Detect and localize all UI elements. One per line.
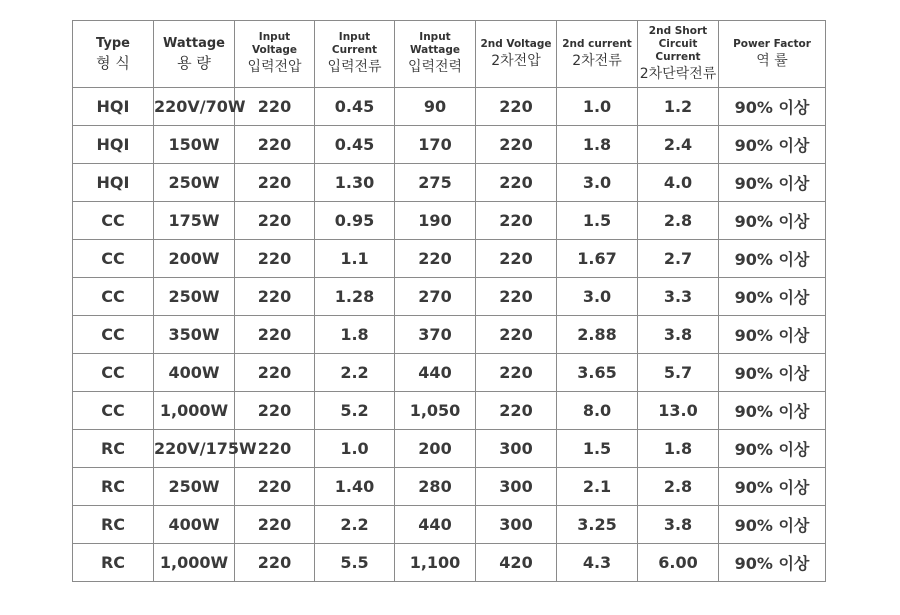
cell-input-wattage: 1,100 (395, 544, 476, 582)
cell-2nd-short-circuit-current: 13.0 (638, 392, 719, 430)
cell-input-wattage: 440 (395, 506, 476, 544)
table-row (73, 316, 826, 354)
cell-2nd-voltage: 420 (476, 544, 557, 582)
cell-wattage: 250W (154, 468, 235, 506)
cell-input-wattage: 275 (395, 164, 476, 202)
cell-2nd-short-circuit-current: 4.0 (638, 164, 719, 202)
table-row (73, 88, 826, 126)
cell-2nd-voltage: 220 (476, 88, 557, 126)
cell-power-factor: 90% 이상 (719, 430, 826, 468)
cell-input-current: 5.2 (315, 392, 395, 430)
cell-wattage: 220V/175W (154, 430, 235, 468)
cell-2nd-voltage: 300 (476, 430, 557, 468)
cell-2nd-current: 3.65 (557, 354, 638, 392)
cell-type: RC (73, 468, 154, 506)
cell-input-voltage: 220 (235, 202, 315, 240)
cell-wattage: 400W (154, 354, 235, 392)
cell-2nd-short-circuit-current: 6.00 (638, 544, 719, 582)
cell-input-voltage: 220 (235, 88, 315, 126)
table-row (73, 126, 826, 164)
cell-input-wattage: 220 (395, 240, 476, 278)
cell-2nd-current: 1.0 (557, 88, 638, 126)
cell-2nd-voltage: 300 (476, 468, 557, 506)
cell-input-wattage: 90 (395, 88, 476, 126)
cell-2nd-short-circuit-current: 1.8 (638, 430, 719, 468)
cell-2nd-current: 2.88 (557, 316, 638, 354)
cell-2nd-short-circuit-current: 3.3 (638, 278, 719, 316)
cell-2nd-current: 2.1 (557, 468, 638, 506)
cell-input-voltage: 220 (235, 392, 315, 430)
cell-power-factor: 90% 이상 (719, 392, 826, 430)
cell-2nd-current: 3.25 (557, 506, 638, 544)
cell-type: CC (73, 202, 154, 240)
cell-input-voltage: 220 (235, 240, 315, 278)
cell-input-current: 0.45 (315, 88, 395, 126)
table-header (73, 21, 826, 88)
cell-input-wattage: 370 (395, 316, 476, 354)
cell-power-factor: 90% 이상 (719, 164, 826, 202)
table-row (73, 164, 826, 202)
cell-2nd-voltage: 220 (476, 316, 557, 354)
cell-type: CC (73, 240, 154, 278)
cell-2nd-current: 1.67 (557, 240, 638, 278)
cell-2nd-short-circuit-current: 3.8 (638, 316, 719, 354)
cell-2nd-short-circuit-current: 2.7 (638, 240, 719, 278)
cell-wattage: 1,000W (154, 544, 235, 582)
cell-input-voltage: 220 (235, 164, 315, 202)
cell-wattage: 250W (154, 278, 235, 316)
ballast-spec-table (72, 20, 826, 582)
header-2nd-current-ko: 2차전류 (572, 52, 622, 69)
cell-input-voltage: 220 (235, 468, 315, 506)
cell-type: CC (73, 354, 154, 392)
cell-input-voltage: 220 (235, 430, 315, 468)
cell-2nd-voltage: 220 (476, 126, 557, 164)
cell-input-current: 2.2 (315, 506, 395, 544)
cell-input-current: 0.95 (315, 202, 395, 240)
cell-type: CC (73, 278, 154, 316)
table-body (73, 88, 826, 582)
table-row (73, 468, 826, 506)
cell-input-current: 1.40 (315, 468, 395, 506)
cell-power-factor: 90% 이상 (719, 126, 826, 164)
cell-input-voltage: 220 (235, 544, 315, 582)
table-row (73, 278, 826, 316)
table-row (73, 430, 826, 468)
cell-2nd-current: 8.0 (557, 392, 638, 430)
cell-2nd-short-circuit-current: 3.8 (638, 506, 719, 544)
header-2nd-current-en: 2nd current (562, 37, 632, 50)
header-row (73, 21, 826, 88)
cell-2nd-current: 4.3 (557, 544, 638, 582)
cell-2nd-voltage: 220 (476, 240, 557, 278)
header-power-factor-en: Power Factor (733, 37, 811, 50)
cell-input-wattage: 1,050 (395, 392, 476, 430)
cell-input-wattage: 280 (395, 468, 476, 506)
cell-wattage: 150W (154, 126, 235, 164)
header-wattage-en: Wattage (163, 35, 225, 51)
cell-power-factor: 90% 이상 (719, 88, 826, 126)
cell-power-factor: 90% 이상 (719, 316, 826, 354)
header-2nd-voltage-ko: 2차전압 (491, 52, 541, 69)
header-input-current-en: Input Current (331, 31, 378, 57)
header-type (73, 21, 154, 88)
cell-2nd-short-circuit-current: 2.4 (638, 126, 719, 164)
cell-type: CC (73, 316, 154, 354)
header-input-current-ko: 입력전류 (327, 59, 382, 76)
cell-2nd-short-circuit-current: 5.7 (638, 354, 719, 392)
table-row (73, 240, 826, 278)
cell-input-current: 2.2 (315, 354, 395, 392)
cell-input-voltage: 220 (235, 506, 315, 544)
table-row (73, 202, 826, 240)
cell-input-voltage: 220 (235, 354, 315, 392)
table-row (73, 506, 826, 544)
header-input-voltage-ko: 입력전압 (247, 59, 302, 76)
cell-2nd-voltage: 300 (476, 506, 557, 544)
cell-input-current: 0.45 (315, 126, 395, 164)
cell-2nd-voltage: 220 (476, 164, 557, 202)
table-row (73, 544, 826, 582)
header-input-current (315, 21, 395, 88)
cell-input-current: 1.30 (315, 164, 395, 202)
cell-input-voltage: 220 (235, 278, 315, 316)
cell-input-current: 1.28 (315, 278, 395, 316)
cell-input-current: 5.5 (315, 544, 395, 582)
cell-power-factor: 90% 이상 (719, 202, 826, 240)
header-type-ko: 형 식 (96, 53, 130, 72)
cell-type: HQI (73, 164, 154, 202)
cell-input-current: 1.8 (315, 316, 395, 354)
cell-2nd-current: 3.0 (557, 278, 638, 316)
cell-wattage: 220V/70W (154, 88, 235, 126)
cell-input-wattage: 190 (395, 202, 476, 240)
header-wattage-ko: 용 량 (177, 53, 211, 72)
header-2nd-current (557, 21, 638, 88)
cell-power-factor: 90% 이상 (719, 354, 826, 392)
cell-type: CC (73, 392, 154, 430)
cell-input-wattage: 440 (395, 354, 476, 392)
header-2nd-short-circuit-current-en: 2nd Short Circuit Current (648, 24, 708, 63)
cell-2nd-voltage: 220 (476, 354, 557, 392)
cell-input-current: 1.1 (315, 240, 395, 278)
cell-2nd-short-circuit-current: 2.8 (638, 468, 719, 506)
cell-2nd-voltage: 220 (476, 202, 557, 240)
table-row (73, 392, 826, 430)
table-row (73, 354, 826, 392)
cell-type: RC (73, 430, 154, 468)
cell-2nd-voltage: 220 (476, 392, 557, 430)
cell-2nd-current: 1.8 (557, 126, 638, 164)
header-input-wattage-ko: 입력전력 (407, 59, 463, 76)
header-2nd-voltage-en: 2nd Voltage (480, 37, 552, 50)
cell-input-wattage: 170 (395, 126, 476, 164)
header-2nd-short-circuit-current-ko: 2차단락전류 (639, 65, 717, 82)
cell-type: RC (73, 506, 154, 544)
cell-type: HQI (73, 88, 154, 126)
cell-2nd-short-circuit-current: 2.8 (638, 202, 719, 240)
cell-wattage: 1,000W (154, 392, 235, 430)
cell-2nd-current: 3.0 (557, 164, 638, 202)
cell-input-voltage: 220 (235, 126, 315, 164)
header-type-en: Type (96, 35, 130, 51)
cell-type: HQI (73, 126, 154, 164)
cell-2nd-short-circuit-current: 1.2 (638, 88, 719, 126)
cell-wattage: 250W (154, 164, 235, 202)
cell-input-current: 1.0 (315, 430, 395, 468)
cell-power-factor: 90% 이상 (719, 506, 826, 544)
header-power-factor-ko: 역 률 (756, 52, 788, 69)
header-power-factor (719, 21, 826, 88)
cell-wattage: 400W (154, 506, 235, 544)
cell-input-wattage: 200 (395, 430, 476, 468)
cell-input-voltage: 220 (235, 316, 315, 354)
cell-2nd-current: 1.5 (557, 202, 638, 240)
header-2nd-voltage (476, 21, 557, 88)
header-2nd-short-circuit-current (638, 21, 719, 88)
cell-power-factor: 90% 이상 (719, 240, 826, 278)
cell-input-wattage: 270 (395, 278, 476, 316)
header-input-voltage (235, 21, 315, 88)
cell-2nd-current: 1.5 (557, 430, 638, 468)
cell-power-factor: 90% 이상 (719, 544, 826, 582)
cell-wattage: 200W (154, 240, 235, 278)
cell-power-factor: 90% 이상 (719, 278, 826, 316)
cell-wattage: 175W (154, 202, 235, 240)
cell-type: RC (73, 544, 154, 582)
header-input-voltage-en: Input Voltage (251, 31, 298, 57)
cell-power-factor: 90% 이상 (719, 468, 826, 506)
header-input-wattage-en: Input Wattage (409, 31, 461, 57)
cell-2nd-voltage: 220 (476, 278, 557, 316)
cell-wattage: 350W (154, 316, 235, 354)
header-input-wattage (395, 21, 476, 88)
header-wattage (154, 21, 235, 88)
